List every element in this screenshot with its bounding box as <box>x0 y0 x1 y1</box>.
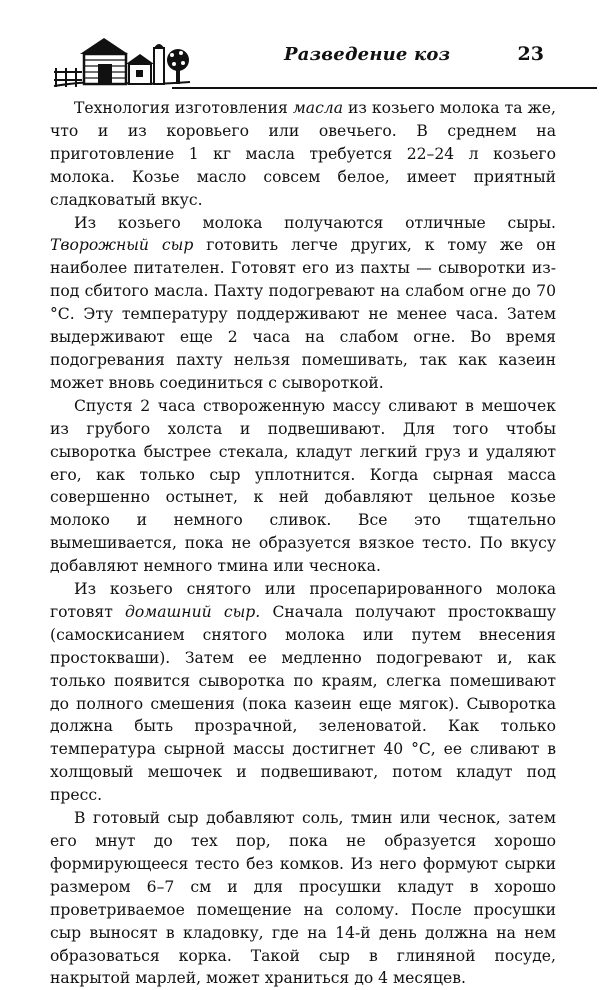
farm-illustration <box>52 30 192 90</box>
italic-term: масла <box>292 99 344 117</box>
italic-term: Творожный сыр <box>50 236 194 255</box>
paragraph <box>50 212 556 395</box>
header-rule <box>172 87 597 89</box>
running-header <box>52 30 562 92</box>
paragraph <box>50 97 556 212</box>
italic-term: домашний сыр. <box>125 602 261 621</box>
paragraph <box>50 578 556 807</box>
body-text <box>50 97 556 990</box>
paragraph-text: Из козьего снятого или просепарированного молока готовят <box>50 580 556 621</box>
paragraph <box>50 807 556 990</box>
paragraph-text: Технология изготовления <box>74 99 293 117</box>
paragraph-text: Из козьего молока получаются отличные сыры. <box>74 213 556 232</box>
paragraph-text: из козьего молока та же, что и из коровьего или овечьего. В среднем на приготовление 1 кг масла требуется 22–24 л козьего молока. Козье масло совсем белое, имеет приятный сладковатый вкус. <box>50 99 556 209</box>
running-title: Разведение коз <box>284 44 451 65</box>
paragraph-text: В готовый сыр добавляют соль, тмин или чеснок, затем его мнут до тех пор, пока не образуется хорошо формирующееся тесто без комков. Из него формуют сырки размером 6–7 см и для просушки кладут в хорошо проветриваемое помещение на солому. После просушки сыр выносят в кладовку, где на 14-й день должна на нем образоваться корка. Такой сыр в глиняной посуде, накрытой марлей, может храниться до 4 месяцев. <box>50 809 556 988</box>
page-number: 23 <box>517 43 544 65</box>
paragraph <box>50 395 556 578</box>
paragraph-text: Спустя 2 часа створоженную массу сливают в мешочек из грубого холста и подвешивают. Для того чтобы сыворотка быстрее стекала, кладут легкий груз и удаляют его, как только сыр уплотнится. Когда сырная масса совершенно остынет, к ней добавляют цельное козье молоко и немного сливок. Все это тщательно вымешивается, пока не образуется вязкое тесто. По вкусу добавляют немного тмина или чеснока. <box>50 396 556 576</box>
paragraph-text: Сначала получают простоквашу (самоскисанием снятого молока или путем внесения простокваши). Затем ее медленно подогревают и, как только появится сыворотка по краям, слегка помешивают до полного смешения (пока казеин еще мягок). Сыворотка должна быть прозрачной, зеленоватой. Как только температура сырной массы достигнет 40 °С, ее сливают в холщовый мешочек и подвешивают, потом кладут под пресс. <box>50 602 556 805</box>
paragraph-text: готовить легче других, к тому же он наиболее питателен. Готовят его из пахты — сыворотки из-под сбитого масла. Пахту подогревают на слабом огне до 70 °С. Эту температуру поддерживают не менее часа. Затем выдерживают еще 2 часа на слабом огне. Во время подогревания пахту нельзя помешивать, так как казеин может вновь соединиться с сывороткой. <box>50 236 556 392</box>
